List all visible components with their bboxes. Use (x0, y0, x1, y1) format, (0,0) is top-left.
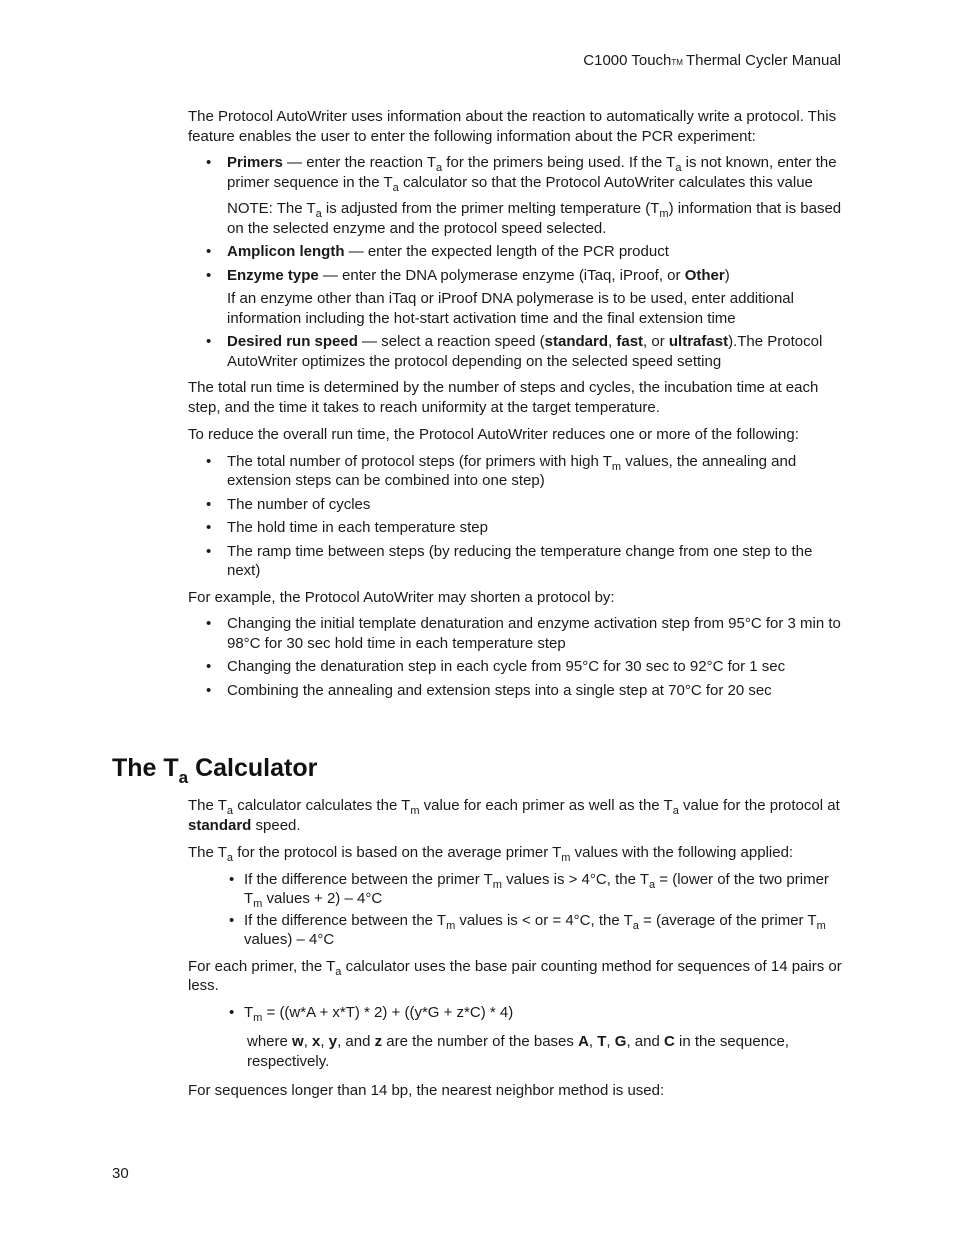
experiment-info-list (188, 153, 848, 371)
example-list (188, 614, 848, 700)
ta-calculator-section (188, 796, 848, 1101)
example-intro-paragraph: For example, the Protocol AutoWriter may shorten a protocol by: (188, 588, 615, 606)
primers-note: NOTE: The $T_a$ is adjusted from the primer melting temperature $(T_m)$ information that is based on the selected enzyme and the protocol speed selected. (227, 200, 842, 237)
formula-explanation: where w, x, y, and z are the number of the bases A, T, G, and C in the sequence, respectively. (247, 1033, 790, 1070)
list-item: • Changing the initial template denaturation and enzyme activation step from 95°C for 3 min to 98°C for 30 sec hold time in each temperature step (188, 614, 848, 653)
amplicon-label: Amplicon length (227, 243, 345, 260)
list-item-enzyme-type: • Enzyme type — enter the DNA polymerase enzyme (iTaq, iProof, or Other) If an enzyme other than iTaq or iProof DNA polymerase is to be used, enter additional information including the hot-start activation time and the final extension time (188, 266, 848, 329)
calc-paragraph-3: For each primer, the $T_a$ calculator uses the base pair counting method for sequences of 14 pairs or less. (188, 957, 842, 994)
enzyme-label: Enzyme type (227, 266, 319, 284)
protocol-autowriter-section (188, 107, 848, 707)
calc-paragraph-1: The $T_a$ calculator calculates the $T_m$ value for each primer as well as the $T_a$ value for the protocol at standard speed. (188, 797, 840, 834)
running-header (583, 51, 841, 71)
list-item-run-speed: • Desired run speed — select a reaction speed (standard, fast, or ultrafast).The Protocol AutoWriter optimizes the protocol depending on the selected speed setting (188, 332, 848, 371)
formula-list (188, 1003, 848, 1023)
total-run-paragraph: The total run time is determined by the number of steps and cycles, the incubation time at each step, and the time it takes to reach uniformity at the target temperature. (188, 379, 819, 416)
reduce-intro-paragraph: To reduce the overall run time, the Protocol AutoWriter reduces one or more of the following: (188, 426, 799, 443)
trademark-mark: TM (671, 58, 683, 67)
header-title-start: C1000 Touch (583, 52, 672, 69)
header-title-end: Thermal Cycler Manual (685, 52, 841, 69)
intro-paragraph: The Protocol AutoWriter uses information about the reaction to automatically write a protocol. This feature enables the user to enter the following information about the PCR experiment: (188, 108, 837, 145)
ta-rules-list (188, 870, 848, 950)
nearest-neighbor-paragraph: For sequences longer than 14 bp, the nearest neighbor method is used: (188, 1082, 665, 1099)
calc-paragraph-2: The $T_a$ for the protocol is based on the average primer $T_m$ values with the following applied: (188, 844, 794, 864)
enzyme-detail: If an enzyme other than iTaq or iProof DNA polymerase is to be used, enter additional information including the hot-start activation time and the final extension time (227, 290, 794, 327)
speed-label: Desired run speed (227, 333, 358, 350)
list-item: • Changing the denaturation step in each cycle from 95°C for 30 sec to 92°C for 1 sec (188, 657, 848, 677)
list-item: • If the difference between the primer $T_m$ values is > 4°C, the $T_a$ = (lower of the two primer $T_m$ values + 2) – 4°C (188, 870, 848, 909)
list-item: • If the difference between the $T_m$ values is < or = 4°C, the $T_a$ = (average of the primer $T_m$ values) – 4°C (188, 911, 848, 950)
list-item-primers: • Primers — enter the reaction $T_a$ for the primers being used. If the $T_a$ is not known, enter the primer sequence in the $T_a$ calculator so that the Protocol AutoWriter calculates this value NOTE: The $T_a$ is adjusted from the primer melting temperature $(T_m)$ information that is based on the selected enzyme and the protocol speed selected. (188, 153, 848, 238)
list-item: • The total number of protocol steps (for primers with high $T_m$ values, the annealing and extension steps can be combined into one step) (188, 452, 848, 491)
tm-formula: • $T_m = ((w*A + x*T) * 2) + ((y*G + z*C) * 4)$ (188, 1003, 848, 1023)
section-heading: The $T_a$ Calculator (112, 754, 318, 787)
reduce-list (188, 452, 848, 581)
list-item: • The hold time in each temperature step (188, 518, 848, 538)
list-item: • Combining the annealing and extension steps into a single step at 70°C for 20 sec (188, 681, 848, 701)
list-item-amplicon-length: • Amplicon length — enter the expected length of the PCR product (188, 242, 848, 262)
primers-label: Primers (227, 154, 283, 171)
list-item: • The number of cycles (188, 495, 848, 515)
page-number: 30 (112, 1165, 129, 1182)
list-item: • The ramp time between steps (by reducing the temperature change from one step to the next) (188, 542, 848, 581)
